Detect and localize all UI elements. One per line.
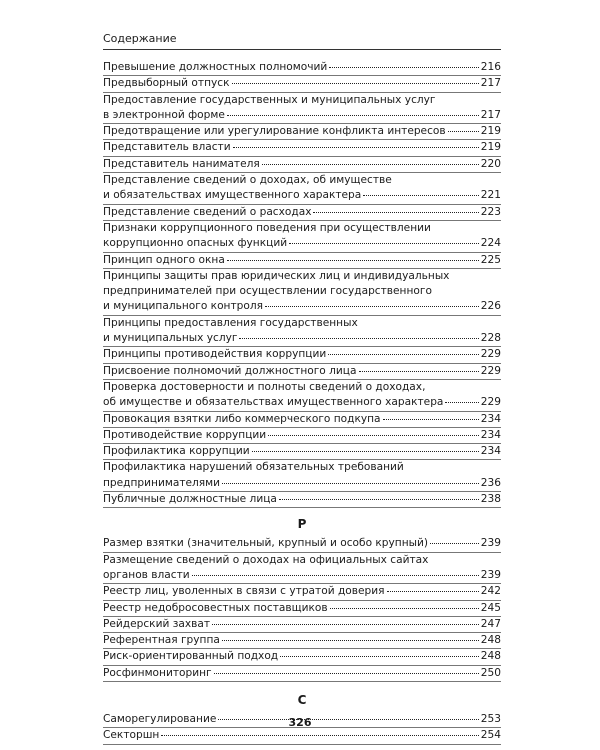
dot-leader: [328, 354, 479, 355]
index-entry-text: и обязательствах имущественного характера: [103, 189, 362, 202]
index-entry-text: Противодействие коррупции: [103, 428, 267, 441]
dot-leader: [212, 624, 479, 625]
index-entry-text: Проверка достоверности и полноты сведений о доходах,: [103, 380, 426, 393]
index-entry-text: Профилактика коррупции: [103, 445, 250, 458]
dot-leader: [289, 243, 479, 244]
index-entry-text: Реестр недобросовестных поставщиков: [103, 601, 328, 614]
index-entry: [103, 601, 501, 617]
index-list: [103, 60, 501, 745]
dot-leader: [448, 131, 479, 132]
index-entry-text: Представление сведений о доходах, об имуществе: [103, 174, 392, 187]
index-entry: [103, 617, 501, 633]
dot-leader: [227, 260, 479, 261]
index-entry-page: 223: [480, 205, 501, 218]
index-entry-text: Представитель власти: [103, 141, 231, 154]
index-entry-page: 225: [480, 253, 501, 266]
index-entry-text: коррупционно опасных функций: [103, 237, 288, 250]
index-entry-page: 239: [480, 568, 501, 581]
index-entry-text: органов власти: [103, 568, 190, 581]
index-entry: [103, 140, 501, 156]
index-entry-page: 221: [480, 189, 501, 202]
index-entry-text: Принципы защиты прав юридических лиц и индивидуальных: [103, 269, 450, 282]
dot-leader: [329, 67, 479, 68]
section-letter: Р: [297, 517, 307, 532]
dot-leader: [222, 640, 479, 641]
index-entry: [103, 76, 501, 92]
index-entry-text: Реестр лиц, уволенных в связи с утратой доверия: [103, 585, 385, 598]
index-entry: [103, 460, 501, 492]
index-entry: [103, 492, 501, 508]
index-entry: [103, 347, 501, 363]
dot-leader: [430, 543, 479, 544]
index-entry: [103, 60, 501, 76]
index-entry-page: 245: [480, 601, 501, 614]
index-entry: [103, 253, 501, 269]
index-entry: [103, 444, 501, 460]
index-entry: [103, 412, 501, 428]
index-entry-page: 219: [480, 125, 501, 138]
index-entry-text: в электронной форме: [103, 108, 225, 121]
page-number: 326: [288, 716, 312, 729]
dot-leader: [363, 195, 479, 196]
index-entry-page: 239: [480, 537, 501, 550]
index-entry-text: Принципы противодействия коррупции: [103, 348, 327, 361]
index-entry-page: 234: [480, 445, 501, 458]
index-entry-text: и муниципальных услуг: [103, 332, 238, 345]
index-entry-page: 248: [480, 634, 501, 647]
index-entry-text: Представление сведений о расходах: [103, 205, 312, 218]
running-header-title: Содержание: [103, 32, 177, 45]
index-entry-text: Росфинмониторинг: [103, 666, 212, 679]
index-entry-page: 226: [480, 300, 501, 313]
running-header: [103, 32, 501, 50]
index-entry-text: об имуществе и обязательствах имущественного характера: [103, 396, 444, 409]
index-entry: [103, 428, 501, 444]
index-entry-page: 229: [480, 348, 501, 361]
index-entry-page: 247: [480, 617, 501, 630]
dot-leader: [233, 147, 479, 148]
dot-leader: [262, 164, 479, 165]
index-entry-text: Принцип одного окна: [103, 253, 225, 266]
index-entry-page: 242: [480, 585, 501, 598]
index-entry: [103, 269, 501, 316]
dot-leader: [279, 499, 479, 500]
index-entry-text: предпринимателями: [103, 476, 221, 489]
index-entry-text: Признаки коррупционного поведения при осуществлении: [103, 221, 431, 234]
dot-leader: [232, 83, 479, 84]
index-entry: [103, 728, 501, 744]
index-entry-page: 234: [480, 428, 501, 441]
index-entry-text: Присвоение полномочий должностного лица: [103, 364, 357, 377]
index-entry-page: 254: [480, 729, 501, 742]
index-entry-text: предпринимателей при осуществлении государственного: [103, 285, 432, 298]
index-entry-text: Провокация взятки либо коммерческого подкупа: [103, 412, 381, 425]
index-entry-text: Референтная группа: [103, 634, 220, 647]
index-entry-text: Предвыборный отпуск: [103, 77, 230, 90]
index-entry-text: Предоставление государственных и муниципальных услуг: [103, 93, 436, 106]
index-entry: [103, 157, 501, 173]
index-entry: [103, 221, 501, 253]
index-entry: [103, 205, 501, 221]
index-entry: [103, 124, 501, 140]
index-entry: [103, 93, 501, 125]
index-entry: [103, 316, 501, 348]
dot-leader: [383, 419, 479, 420]
dot-leader: [227, 115, 479, 116]
index-entry-page: 217: [480, 77, 501, 90]
index-entry: [103, 364, 501, 380]
dot-leader: [445, 402, 478, 403]
index-entry-page: 234: [480, 412, 501, 425]
index-entry: [103, 173, 501, 205]
index-entry-text: Размер взятки (значительный, крупный и особо крупный): [103, 537, 429, 550]
index-entry-text: Размещение сведений о доходах на официальных сайтах: [103, 553, 429, 566]
index-entry-page: 224: [480, 237, 501, 250]
dot-leader: [239, 338, 478, 339]
index-entry-text: Саморегулирование: [103, 712, 217, 725]
index-entry: [103, 536, 501, 552]
dot-leader: [387, 591, 479, 592]
index-entry-text: Представитель нанимателя: [103, 157, 260, 170]
index-entry-text: Публичные должностные лица: [103, 493, 277, 506]
dot-leader: [268, 435, 479, 436]
dot-leader: [214, 673, 479, 674]
index-entry-text: и муниципального контроля: [103, 300, 264, 313]
index-entry: [103, 553, 501, 585]
index-entry-page: 253: [480, 712, 501, 725]
index-entry-text: Секторшн: [103, 729, 160, 742]
index-entry-text: Рейдерский захват: [103, 617, 211, 630]
index-entry-text: Риск-ориентированный подход: [103, 650, 279, 663]
dot-leader: [313, 212, 478, 213]
index-entry: [103, 584, 501, 600]
index-entry-page: 229: [480, 396, 501, 409]
dot-leader: [330, 608, 479, 609]
index-entry-page: 238: [480, 493, 501, 506]
index-entry: [103, 633, 501, 649]
index-entry-page: 217: [480, 108, 501, 121]
index-entry: [103, 666, 501, 682]
index-entry: [103, 380, 501, 412]
dot-leader: [161, 735, 478, 736]
dot-leader: [280, 656, 479, 657]
index-entry-page: 220: [480, 157, 501, 170]
section-letter: С: [297, 692, 307, 707]
index-entry-text: Превышение должностных полномочий: [103, 61, 328, 73]
index-entry-text: Принципы предоставления государственных: [103, 316, 358, 329]
dot-leader: [222, 483, 479, 484]
index-entry-page: 250: [480, 666, 501, 679]
index-entry-text: Предотвращение или урегулирование конфликта интересов: [103, 125, 446, 138]
index-entry-page: 248: [480, 650, 501, 663]
index-entry-page: 216: [480, 61, 501, 73]
dot-leader: [192, 575, 479, 576]
index-entry-page: 229: [480, 364, 501, 377]
index-entry-page: 236: [480, 476, 501, 489]
dot-leader: [359, 371, 479, 372]
index-entry-page: 219: [480, 141, 501, 154]
dot-leader: [265, 306, 479, 307]
index-entry-page: 228: [480, 332, 501, 345]
index-entry: [103, 649, 501, 665]
index-entry-text: Профилактика нарушений обязательных требований: [103, 461, 404, 474]
dot-leader: [252, 451, 479, 452]
